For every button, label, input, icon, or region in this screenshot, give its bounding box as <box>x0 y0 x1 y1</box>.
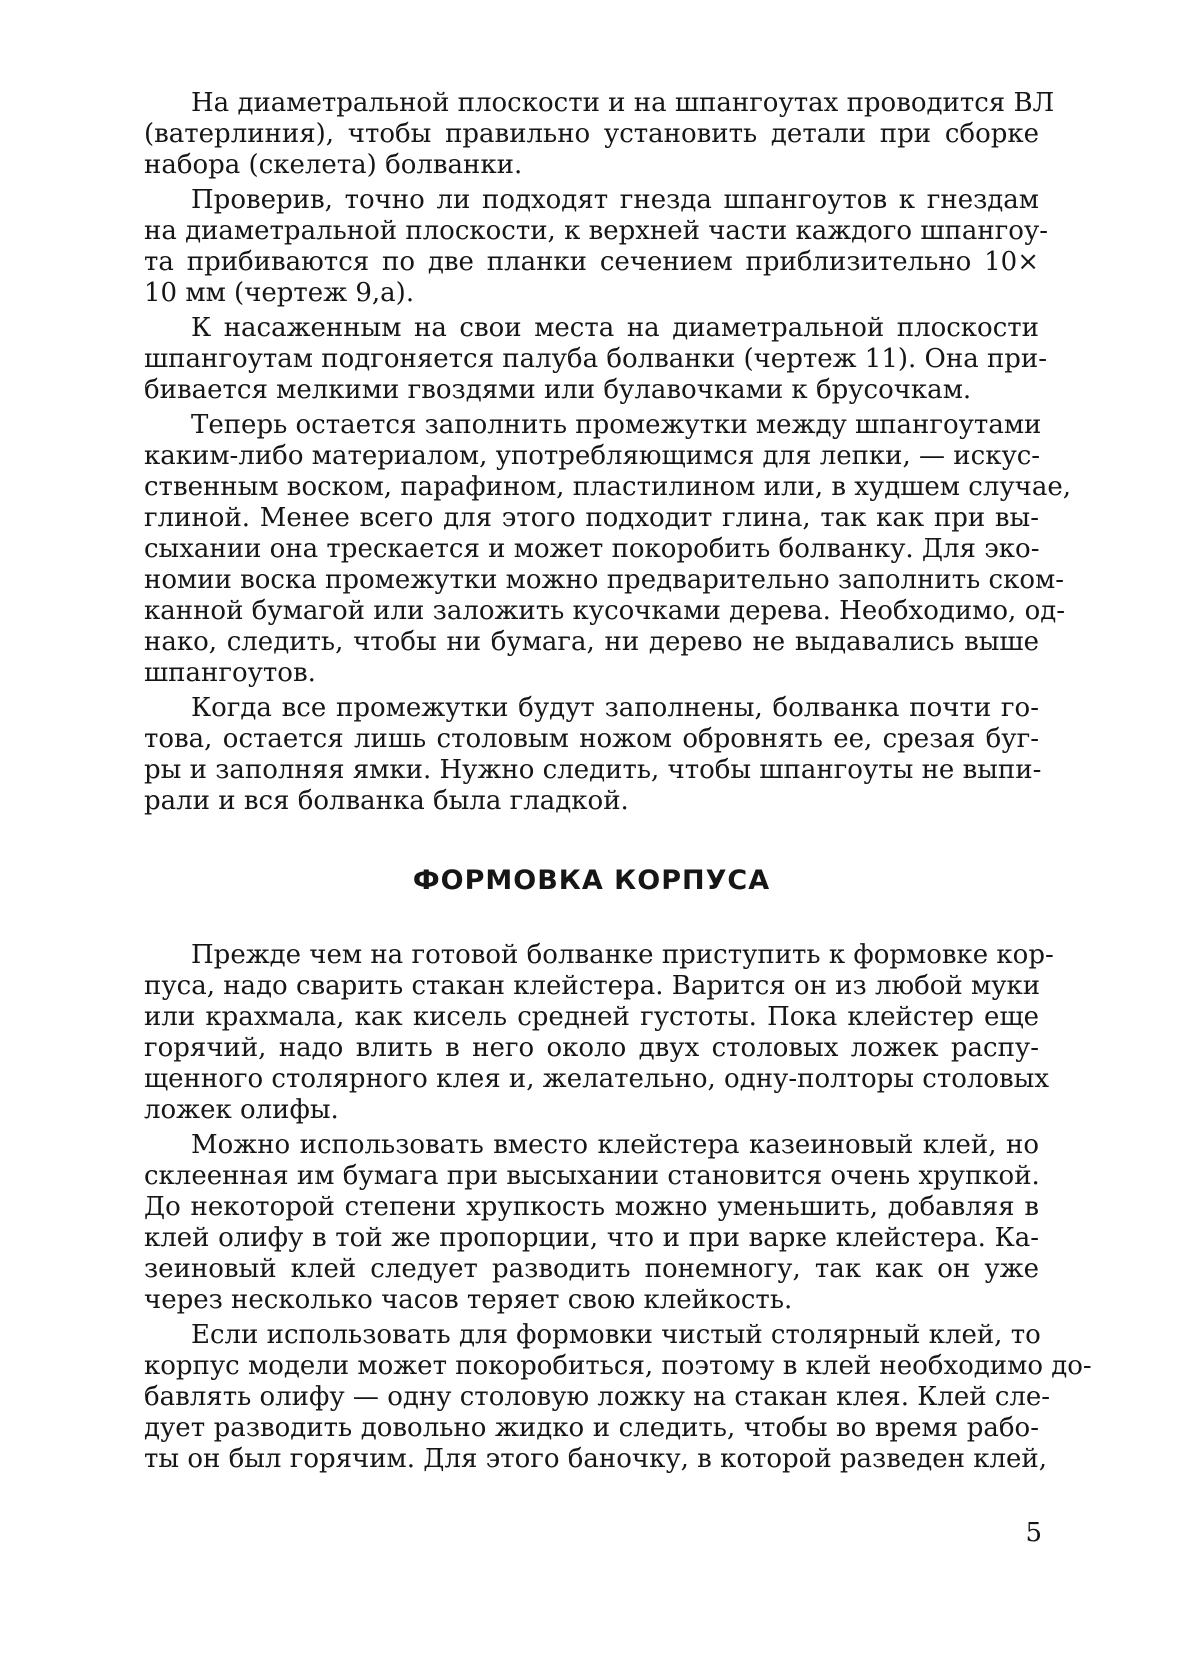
text-line: сыхании она трескается и может покоробить болванку. Для эко- <box>144 534 1040 564</box>
page-number: 5 <box>1025 1518 1042 1548</box>
text-line: Если использовать для формовки чистый столярный клей, то <box>191 1320 1041 1350</box>
text-line: корпус модели может покоробиться, поэтому в клей необходимо до- <box>144 1351 1092 1381</box>
paragraph <box>144 88 1055 181</box>
text-line: на диаметральной плоскости, к верхней части каждого шпангоу- <box>144 216 1049 246</box>
text-line: ложек олифы. <box>144 1095 339 1125</box>
text-line: шпангоутов. <box>144 658 316 688</box>
text-line: рали и вся болванка была гладкой. <box>144 786 629 816</box>
page-content <box>144 88 1092 1475</box>
text-line: склеенная им бумага при высыхании становится очень хрупкой. <box>144 1161 1040 1191</box>
text-line: бавлять олифу — одну столовую ложку на стакан клея. Клей сле- <box>144 1382 1051 1412</box>
text-line: Когда все промежутки будут заполнены, болванка почти го- <box>191 693 1039 723</box>
text-line: нако, следить, чтобы ни бумага, ни дерево не выдавались выше <box>144 627 1039 657</box>
intro-section <box>144 88 1071 817</box>
paragraph <box>144 1130 1039 1316</box>
text-line: ственным воском, парафином, пластилином или, в худшем случае, <box>144 472 1071 502</box>
text-line: Теперь остается заполнить промежутки между шпангоутами <box>191 410 1042 440</box>
paragraph <box>144 1320 1092 1475</box>
text-line: шпангоутам подгоняется палуба болванки (чертеж 11). Она при- <box>144 344 1048 374</box>
body-section <box>144 940 1092 1475</box>
paragraph <box>144 940 1054 1126</box>
text-line: До некоторой степени хрупкость можно уменьшить, добавляя в <box>144 1192 1039 1222</box>
text-line: пуса, надо сварить стакан клейстера. Варится он из любой муки <box>144 971 1041 1001</box>
section-heading: ФОРМОВКА КОРПУСА <box>412 865 771 896</box>
text-line: това, остается лишь столовым ножом обровнять ее, срезая буг- <box>144 724 1039 754</box>
text-line: щенного столярного клея и, желательно, одну-полторы столовых <box>144 1064 1050 1094</box>
text-line: К насаженным на свои места на диаметральной плоскости <box>191 313 1039 343</box>
paragraph <box>144 410 1071 689</box>
text-line: ры и заполняя ямки. Нужно следить, чтобы шпангоуты не выпи- <box>144 755 1042 785</box>
paragraph <box>144 185 1049 309</box>
text-line: та прибиваются по две планки сечением приблизительно 10× <box>144 247 1039 277</box>
text-line: горячий, надо влить в него около двух столовых ложек распу- <box>144 1033 1039 1063</box>
text-line: номии воска промежутки можно предварительно заполнить ском- <box>144 565 1065 595</box>
text-line: бивается мелкими гвоздями или булавочками к брусочкам. <box>144 375 972 405</box>
text-line: глиной. Менее всего для этого подходит глина, так как при вы- <box>144 503 1039 533</box>
text-line: Проверив, точно ли подходят гнезда шпангоутов к гнездам <box>191 185 1039 215</box>
text-line: Можно использовать вместо клейстера казеиновый клей, но <box>191 1130 1039 1160</box>
text-line: Прежде чем на готовой болванке приступить к формовке кор- <box>191 940 1054 970</box>
paragraph <box>144 693 1042 817</box>
text-line: через несколько часов теряет свою клейкость. <box>144 1285 793 1315</box>
text-line: набора (скелета) болванки. <box>144 150 523 180</box>
paragraph <box>144 313 1048 406</box>
text-line: (ватерлиния), чтобы правильно установить детали при сборке <box>144 119 1039 149</box>
text-line: На диаметральной плоскости и на шпангоутах проводится ВЛ <box>191 88 1055 118</box>
text-line: канной бумагой или заложить кусочками дерева. Необходимо, од- <box>144 596 1066 626</box>
text-line: 10 мм (чертеж 9,а). <box>144 278 415 308</box>
text-line: ты он был горячим. Для этого баночку, в которой разведен клей, <box>144 1444 1047 1474</box>
text-line: или крахмала, как кисель средней густоты. Пока клейстер еще <box>144 1002 1039 1032</box>
text-line: зеиновый клей следует разводить понемногу, так как он уже <box>144 1254 1039 1284</box>
text-line: клей олифу в той же пропорции, что и при варке клейстера. Ка- <box>144 1223 1039 1253</box>
text-line: каким-либо материалом, употребляющимся для лепки, — искус- <box>144 441 1041 471</box>
text-line: дует разводить довольно жидко и следить, чтобы во время рабо- <box>144 1413 1039 1443</box>
